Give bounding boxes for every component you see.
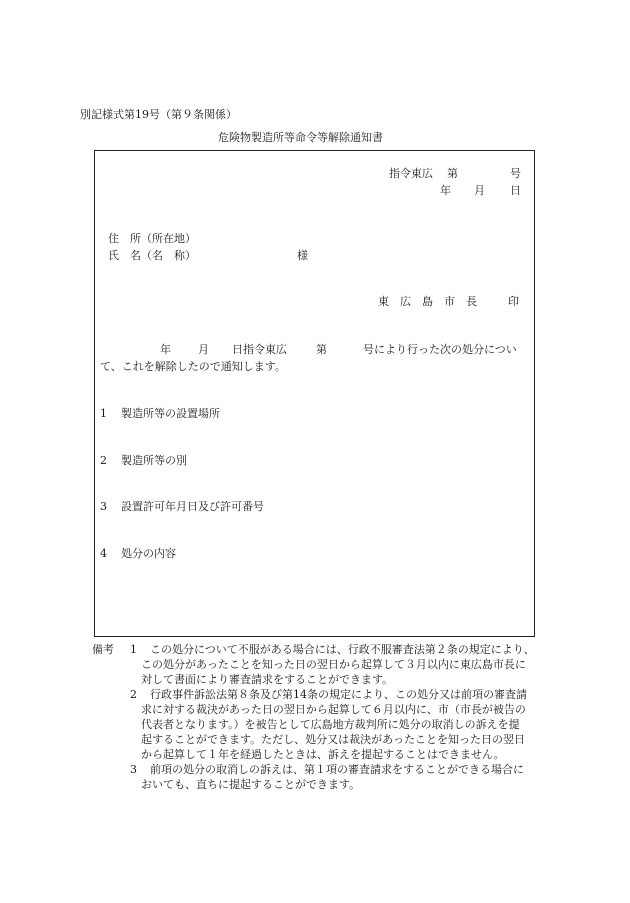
item-4-label: 処分の内容 [121, 547, 176, 560]
item-2-label: 製造所等の別 [121, 454, 187, 467]
name-label: 氏 名（名 称） [108, 249, 196, 262]
notes-heading: 備考 [92, 643, 114, 656]
note-2-line-5: から起算して１年を経過したときは、訴えを提起することはできません。 [141, 748, 505, 761]
note-1-line-3: 対して書面により審査請求をすることができます。 [141, 673, 394, 686]
item-1-label: 製造所等の設置場所 [121, 407, 220, 420]
note-2-no: 2 [130, 688, 137, 701]
body-dai: 第 [316, 343, 327, 356]
note-3-line-1: 前項の処分の取消しの訴えは、第１項の審査請求をすることができる場合に [150, 763, 524, 776]
ref-prefix: 指令東広 [389, 167, 433, 180]
body-day-ref: 日指令東広 [232, 343, 287, 356]
address-label: 住 所（所在地） [108, 232, 196, 245]
note-1-no: 1 [130, 643, 137, 656]
item-4-no: 4 [100, 547, 107, 560]
ref-go: 号 [510, 167, 521, 180]
body-month: 月 [198, 343, 209, 356]
honorific: 様 [297, 249, 308, 262]
note-2-line-1: 行政事件訴訟法第８条及び第14条の規定により、この処分又は前項の審査請 [150, 688, 527, 701]
ref-dai: 第 [447, 167, 458, 180]
form-box [94, 150, 535, 637]
issuer: 東 広 島 市 長 [378, 295, 477, 308]
seal: 印 [508, 295, 519, 308]
item-2-no: 2 [100, 454, 107, 467]
date-day: 日 [510, 184, 521, 197]
note-1-line-1: この処分について不服がある場合には、行政不服審査法第２条の規定により、 [150, 643, 535, 656]
note-1-line-2: この処分があったことを知った日の翌日から起算して３月以内に東広島市長に [141, 658, 526, 671]
form-label: 別記様式第19号（第９条関係） [80, 108, 237, 121]
note-2-line-3: 代表者となります。）を被告として広島地方裁判所に処分の取消しの訴えを提 [141, 718, 520, 731]
note-3-no: 3 [130, 763, 137, 776]
note-2-line-2: 求に対する裁決があった日の翌日から起算して６月以内に、市（市長が被告の [141, 703, 526, 716]
body-line2: て、これを解除したので通知します。 [100, 360, 286, 373]
body-year: 年 [160, 343, 171, 356]
document-title: 危険物製造所等命令等解除通知書 [218, 131, 383, 144]
item-3-no: 3 [100, 500, 107, 513]
item-3-label: 設置許可年月日及び許可番号 [121, 500, 264, 513]
note-3-line-2: おいても、直ちに提起することができます。 [141, 778, 361, 791]
note-2-line-4: 起することができます。ただし、処分又は裁決があったことを知った日の翌日 [141, 733, 526, 746]
date-year: 年 [440, 184, 451, 197]
item-1-no: 1 [100, 407, 107, 420]
body-rest: 号により行った次の処分につい [363, 343, 517, 356]
date-month: 月 [474, 184, 485, 197]
